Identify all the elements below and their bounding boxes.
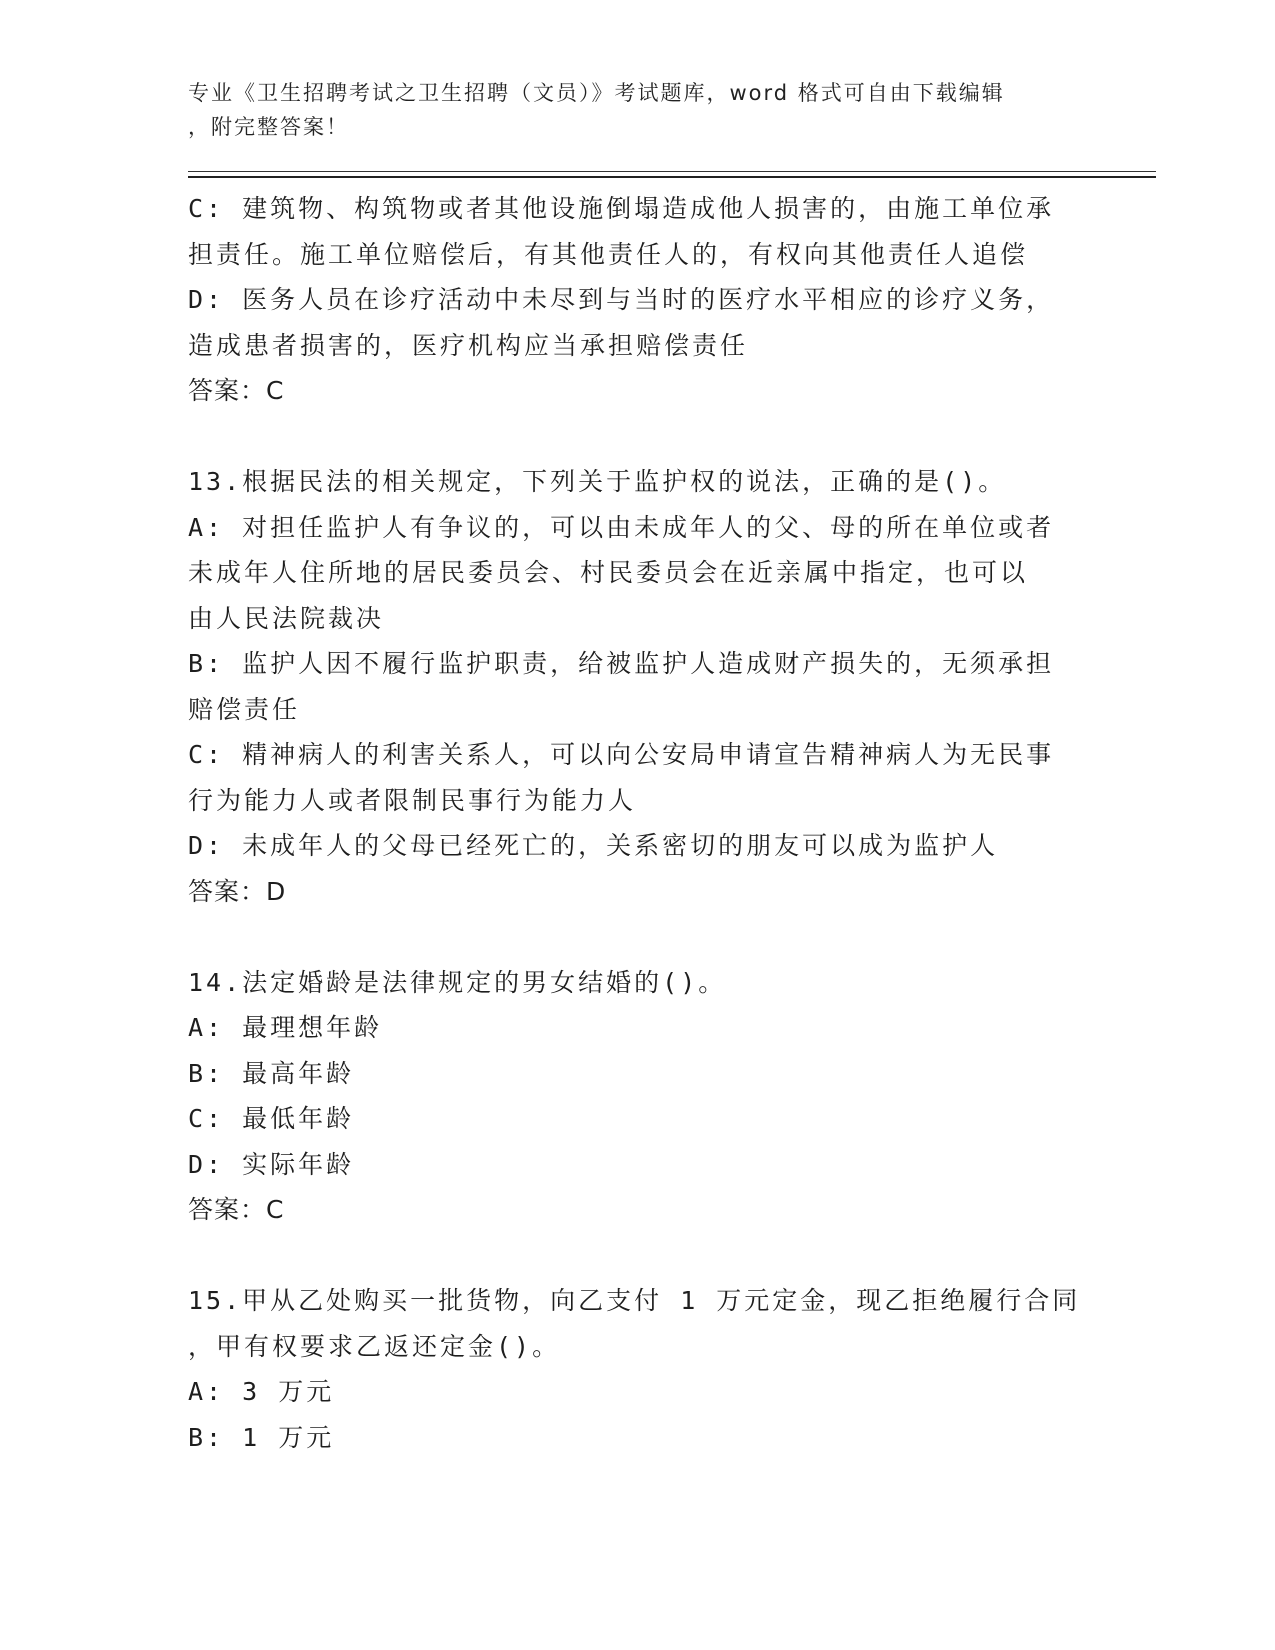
answer-12: 答案：C xyxy=(188,376,285,405)
option-a-line-2: 未成年人住所地的居民委员会、村民委员会在近亲属中指定，也可以 xyxy=(188,558,1029,587)
answer-13: 答案：D xyxy=(188,876,287,906)
option-c: C: 最低年龄 xyxy=(188,1104,355,1133)
header-divider-thick xyxy=(188,176,1156,178)
option-b-line-1: B: 监护人因不履行监护职责，给被监护人造成财产损失的，无须承担 xyxy=(188,649,1055,678)
question-stem-line-1: 15.甲从乙处购买一批货物，向乙支付 1 万元定金，现乙拒绝履行合同 xyxy=(188,1286,1081,1315)
option-a-line-1: A: 对担任监护人有争议的，可以由未成年人的父、母的所在单位或者 xyxy=(188,512,1055,542)
option-b: B: 1 万元 xyxy=(188,1422,335,1452)
option-d-line-1: D: 医务人员在诊疗活动中未尽到与当时的医疗水平相应的诊疗义务， xyxy=(188,285,1055,314)
question-stem: 14.法定婚龄是法律规定的男女结婚的()。 xyxy=(188,967,727,997)
header-title-line-1: 专业《卫生招聘考试之卫生招聘（文员）》考试题库，word 格式可自由下载编辑 xyxy=(188,81,1005,105)
option-b-line-2: 赔偿责任 xyxy=(188,694,301,724)
spacer xyxy=(188,914,1088,960)
option-d-line-1: D: 未成年人的父母已经死亡的，关系密切的朋友可以成为监护人 xyxy=(188,831,999,860)
option-c-line-1: C: 建筑物、构筑物或者其他设施倒塌造成他人损害的，由施工单位承 xyxy=(188,194,1055,223)
page-header xyxy=(188,76,1068,144)
option-d-line-2: 造成患者损害的，医疗机构应当承担赔偿责任 xyxy=(188,330,749,360)
option-c-line-2: 担责任。施工单位赔偿后，有其他责任人的，有权向其他责任人追偿 xyxy=(188,239,1029,269)
question-stem: 13.根据民法的相关规定，下列关于监护权的说法，正确的是()。 xyxy=(188,467,1007,496)
document-body xyxy=(188,186,1088,1460)
header-title-line-2: ，附完整答案！ xyxy=(188,115,349,139)
answer-14: 答案：C xyxy=(188,1195,285,1224)
question-12-tail xyxy=(188,186,1088,414)
spacer xyxy=(188,414,1088,460)
question-stem-line-2: ，甲有权要求乙返还定金()。 xyxy=(188,1331,561,1361)
option-c-line-1: C: 精神病人的利害关系人，可以向公安局申请宣告精神病人为无民事 xyxy=(188,740,1055,769)
question-15 xyxy=(188,1278,1088,1460)
header-divider-thin xyxy=(188,171,1156,172)
option-a: A: 最理想年龄 xyxy=(188,1013,383,1042)
question-13 xyxy=(188,459,1088,914)
option-a-line-3: 由人民法院裁决 xyxy=(188,603,385,633)
question-14 xyxy=(188,960,1088,1233)
option-a: A: 3 万元 xyxy=(188,1377,335,1406)
option-c-line-2: 行为能力人或者限制民事行为能力人 xyxy=(188,785,637,815)
option-d: D: 实际年龄 xyxy=(188,1149,355,1179)
option-b: B: 最高年龄 xyxy=(188,1058,355,1088)
spacer xyxy=(188,1233,1088,1279)
